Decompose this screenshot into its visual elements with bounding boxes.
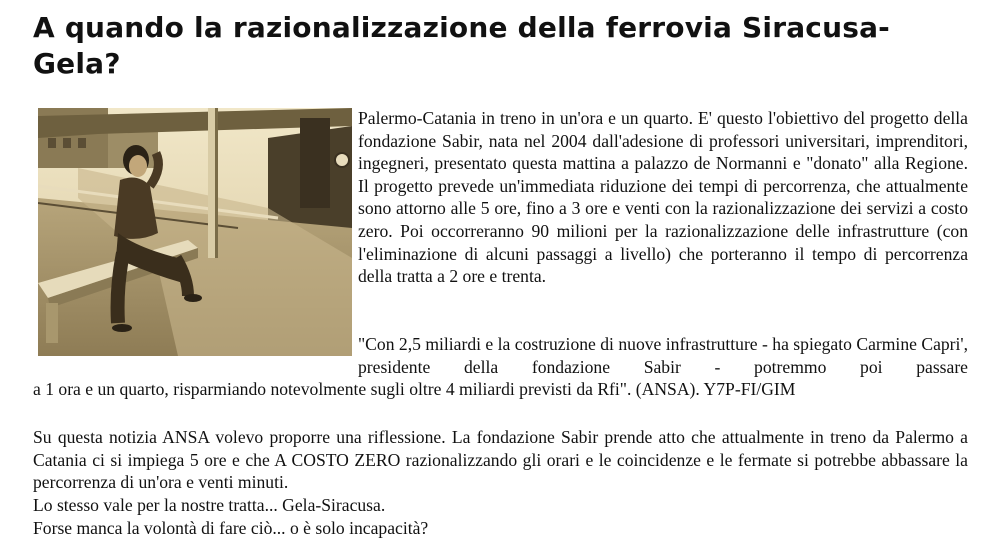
article-paragraph-2-part-2: a 1 ora e un quarto, risparmiando notevolmente sugli oltre 4 miliardi previsti da Rfi". (ANSA). Y7P-FI/GIM — [33, 379, 796, 399]
article-headline: A quando la razionalizzazione della ferrovia Siracusa-Gela? — [33, 11, 891, 80]
article-paragraph-3: Su questa notizia ANSA volevo proporre una riflessione. La fondazione Sabir prende atto che attualmente in treno da Palermo a Catania ci si impiega 5 ore e che A COSTO ZERO razionalizzando gli orari e le coincidenze e le fermate si potrebbe abbassare la percorrenza di un'ora e venti minuti. — [33, 427, 968, 493]
station-photo-illustration — [38, 108, 352, 356]
article-paragraph-2-part-1: "Con 2,5 miliardi e la costruzione di nuove infrastrutture - ha spiegato Carmine Capri', presidente della fondazione Sabir - potremmo poi passare — [358, 334, 968, 377]
article-line-5: Forse manca la volontà di fare ciò... o è solo incapacità? — [33, 518, 429, 538]
article-line-4: Lo stesso vale per la nostre tratta... Gela-Siracusa. — [33, 495, 386, 515]
article-photo — [38, 108, 352, 356]
article-paragraph-1: Palermo-Catania in treno in un'ora e un quarto. E' questo l'obiettivo del progetto della fondazione Sabir, nata nel 2004 dall'adesione di professori universitari, imprenditori, ingegneri, presentato questa mattina a palazzo de Normanni e "donato" alla Regione. Il progetto prevede un'immediata riduzione dei tempi di percorrenza, che attualmente sono attorno alle 5 ore, fino a 3 ore e venti con la razionalizzazione dei servizi a costo zero. Poi occorreranno 90 milioni per la razionalizzazione delle infrastrutture (con l'eliminazione di alcuni passaggi a livello) che porteranno il tempo di percorrenza della tratta a 2 ore e trenta. — [358, 108, 968, 287]
